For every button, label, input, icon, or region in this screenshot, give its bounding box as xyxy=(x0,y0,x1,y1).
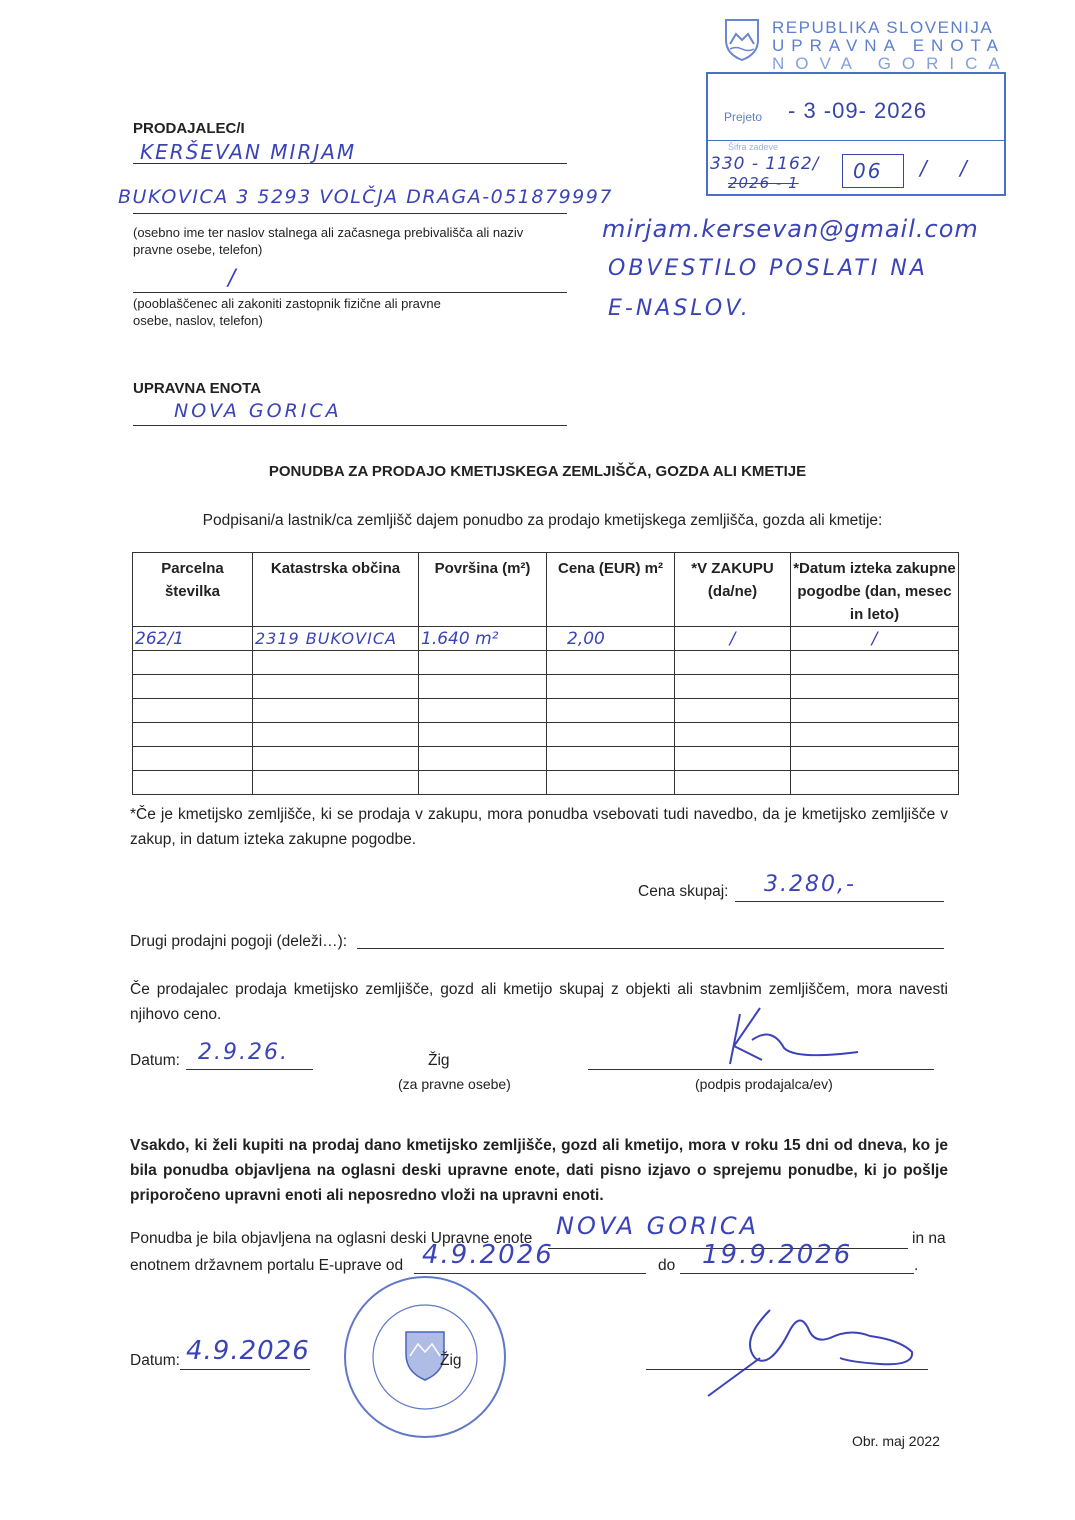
seller-address-line xyxy=(133,213,567,214)
coat-of-arms-icon xyxy=(722,16,762,62)
intro-text: Podpisani/a lastnik/ca zemljišč dajem ponudbo za prodajo kmetijskega zemljišča, gozda ali kmetije: xyxy=(202,512,883,529)
seller-signature xyxy=(700,1000,870,1070)
seller-name: KERŠEVAN MIRJAM xyxy=(140,140,357,164)
received-stamp-box xyxy=(706,72,1006,196)
seal-caption-1: (za pravne osebe) xyxy=(398,1076,511,1092)
seller-date-value: 2.9.26. xyxy=(198,1040,289,1065)
unit-value: NOVA GORICA xyxy=(174,400,342,422)
publication-to-line xyxy=(680,1273,914,1274)
file-code: 06 xyxy=(853,159,883,183)
objects-note: Če prodajalec prodaja kmetijsko zemljišče, gozd ali kmetijo skupaj z objekti ali stavbnim zemljiščem, mora navesti njihovo ceno. xyxy=(130,981,948,1023)
received-date: - 3 -09- 2026 xyxy=(788,98,927,123)
table-header-row xyxy=(133,553,959,627)
table-footnote: *Če je kmetijsko zemljišče, ki se prodaja v zakupu, mora ponudba vsebovati tudi navedbo, da je kmetijsko zemljišče v zakup, in datum izteka zakupne pogodbe. xyxy=(130,806,948,848)
publication-to-value: 19.9.2026 xyxy=(702,1240,853,1270)
cell-price: 2,00 xyxy=(547,627,675,651)
cell xyxy=(253,699,419,723)
cell xyxy=(791,747,959,771)
file-number-year: 2026 - 1 xyxy=(728,174,799,192)
seller-signature-line xyxy=(588,1069,934,1070)
col-header-area: Površina (m²) xyxy=(419,553,547,627)
page-title: PONUDBA ZA PRODAJO KMETIJSKEGA ZEMLJIŠČA, GOZDA ALI KMETIJE xyxy=(268,463,807,480)
representative-line xyxy=(133,292,567,293)
cell xyxy=(547,747,675,771)
cell xyxy=(133,699,253,723)
parcels-table xyxy=(132,552,959,795)
file-label: Šifra zadeve xyxy=(728,142,779,152)
publication-unit-value: NOVA GORICA xyxy=(556,1212,760,1240)
unit-heading: UPRAVNA ENOTA xyxy=(133,380,262,397)
cell xyxy=(253,675,419,699)
seller-note-line1: OBVESTILO POSLATI NA xyxy=(608,256,928,281)
stamp-city-text: NOVA GORICA xyxy=(772,54,1011,73)
other-terms-line xyxy=(357,948,944,949)
total-price-value: 3.280,- xyxy=(764,872,856,897)
cell xyxy=(133,747,253,771)
cell xyxy=(419,747,547,771)
col-header-lease: *V ZAKUPU (da/ne) xyxy=(675,553,791,627)
seller-address-caption: (osebno ime ter naslov stalnega ali začasnega prebivališča ali naziv pravne osebe, telefon) xyxy=(133,225,524,257)
unit-date-label: Datum: xyxy=(130,1352,180,1369)
cell xyxy=(791,651,959,675)
total-price-label: Cena skupaj: xyxy=(638,883,729,900)
col-header-price: Cena (EUR) m² xyxy=(547,553,675,627)
col-header-cadastre: Katastrska občina xyxy=(253,553,419,627)
representative-caption: (pooblaščenec ali zakoniti zastopnik fizične ali pravne osebe, naslov, telefon) xyxy=(133,296,441,328)
cell-lease: / xyxy=(675,627,791,651)
cell xyxy=(253,723,419,747)
cell xyxy=(133,771,253,795)
cell-lease-end: / xyxy=(791,627,959,651)
cell xyxy=(133,675,253,699)
cell xyxy=(419,771,547,795)
cell xyxy=(547,699,675,723)
seal-label-1: Žig xyxy=(428,1052,450,1069)
cell xyxy=(419,651,547,675)
cell xyxy=(253,651,419,675)
seller-heading: PRODAJALEC/I xyxy=(133,120,245,137)
seller-email: mirjam.kersevan@gmail.com xyxy=(602,215,979,243)
acceptance-notice: Vsakdo, ki želi kupiti na prodaj dano kmetijsko zemljišče, gozd ali kmetijo, mora v roku 15 dni od dneva, ko je bila ponudba objavljena na oglasni deski upravne enote, dati pisno izjavo o sprejemu ponudbe, ki jo pošlje priporočeno upravni enoti ali neposredno vloži na upravni enoti. xyxy=(130,1137,948,1204)
table-row xyxy=(133,771,959,795)
col-header-parcel: Parcelna številka xyxy=(133,553,253,627)
cell xyxy=(675,651,791,675)
file-slash-1: / xyxy=(920,156,929,180)
cell xyxy=(133,723,253,747)
cell xyxy=(547,723,675,747)
total-price-line xyxy=(735,901,944,902)
unit-date-line xyxy=(180,1369,310,1370)
seller-signature-caption: (podpis prodajalca/ev) xyxy=(695,1076,833,1092)
cell xyxy=(419,699,547,723)
publication-text-4: do xyxy=(658,1257,676,1274)
publication-text-2: in na xyxy=(912,1230,946,1247)
table-row xyxy=(133,723,959,747)
seller-name-line xyxy=(133,163,567,164)
official-signature xyxy=(700,1300,920,1400)
table-row xyxy=(133,747,959,771)
cell xyxy=(675,771,791,795)
cell xyxy=(791,723,959,747)
cell xyxy=(547,651,675,675)
seller-address: BUKOVICA 3 5293 VOLČJA DRAGA-051879997 xyxy=(118,186,613,208)
unit-line xyxy=(133,425,567,426)
cell xyxy=(675,747,791,771)
seller-date-line xyxy=(186,1069,313,1070)
col-header-lease-end: *Datum izteka zakupne pogodbe (dan, mesec in leto) xyxy=(791,553,959,627)
stamp-unit-text: UPRAVNA ENOTA xyxy=(772,36,1006,55)
cell xyxy=(253,771,419,795)
file-code-box xyxy=(842,154,904,188)
received-label: Prejeto xyxy=(724,110,763,124)
cell xyxy=(547,771,675,795)
file-number: 330 - 1162/ xyxy=(710,154,820,174)
cell xyxy=(547,675,675,699)
publication-from-value: 4.9.2026 xyxy=(422,1240,554,1270)
stamp-divider xyxy=(708,140,1004,141)
file-slash-2: / xyxy=(960,156,969,180)
table-row xyxy=(133,627,959,651)
cell xyxy=(791,699,959,723)
unit-date-value: 4.9.2026 xyxy=(186,1336,310,1366)
official-signature-line xyxy=(646,1369,928,1370)
seller-date-label: Datum: xyxy=(130,1052,180,1069)
table-row xyxy=(133,675,959,699)
form-version: Obr. maj 2022 xyxy=(852,1433,940,1449)
cell xyxy=(133,651,253,675)
table-row xyxy=(133,699,959,723)
cell-parcel: 262/1 xyxy=(133,627,253,651)
cell xyxy=(791,675,959,699)
cell xyxy=(675,699,791,723)
cell-area: 1.640 m² xyxy=(419,627,547,651)
cell xyxy=(253,747,419,771)
other-terms-label: Drugi prodajni pogoji (deleži…): xyxy=(130,933,348,950)
seal-label-2: Žig xyxy=(440,1352,462,1369)
cell xyxy=(419,723,547,747)
cell xyxy=(675,675,791,699)
seller-note-line2: E-NASLOV. xyxy=(608,296,751,321)
table-row xyxy=(133,651,959,675)
cell xyxy=(791,771,959,795)
publication-text-5: . xyxy=(914,1257,919,1274)
publication-text-1: Ponudba je bila objavljena na oglasni deski Upravne enote xyxy=(130,1230,533,1247)
official-round-seal xyxy=(340,1272,510,1442)
representative-value: / xyxy=(228,266,238,291)
cell-cadastre: 2319 BUKOVICA xyxy=(253,627,419,651)
stamp-republic-text: REPUBLIKA SLOVENIJA xyxy=(772,18,994,37)
cell xyxy=(419,675,547,699)
publication-text-3: enotnem državnem portalu E-uprave od xyxy=(130,1257,404,1274)
cell xyxy=(675,723,791,747)
